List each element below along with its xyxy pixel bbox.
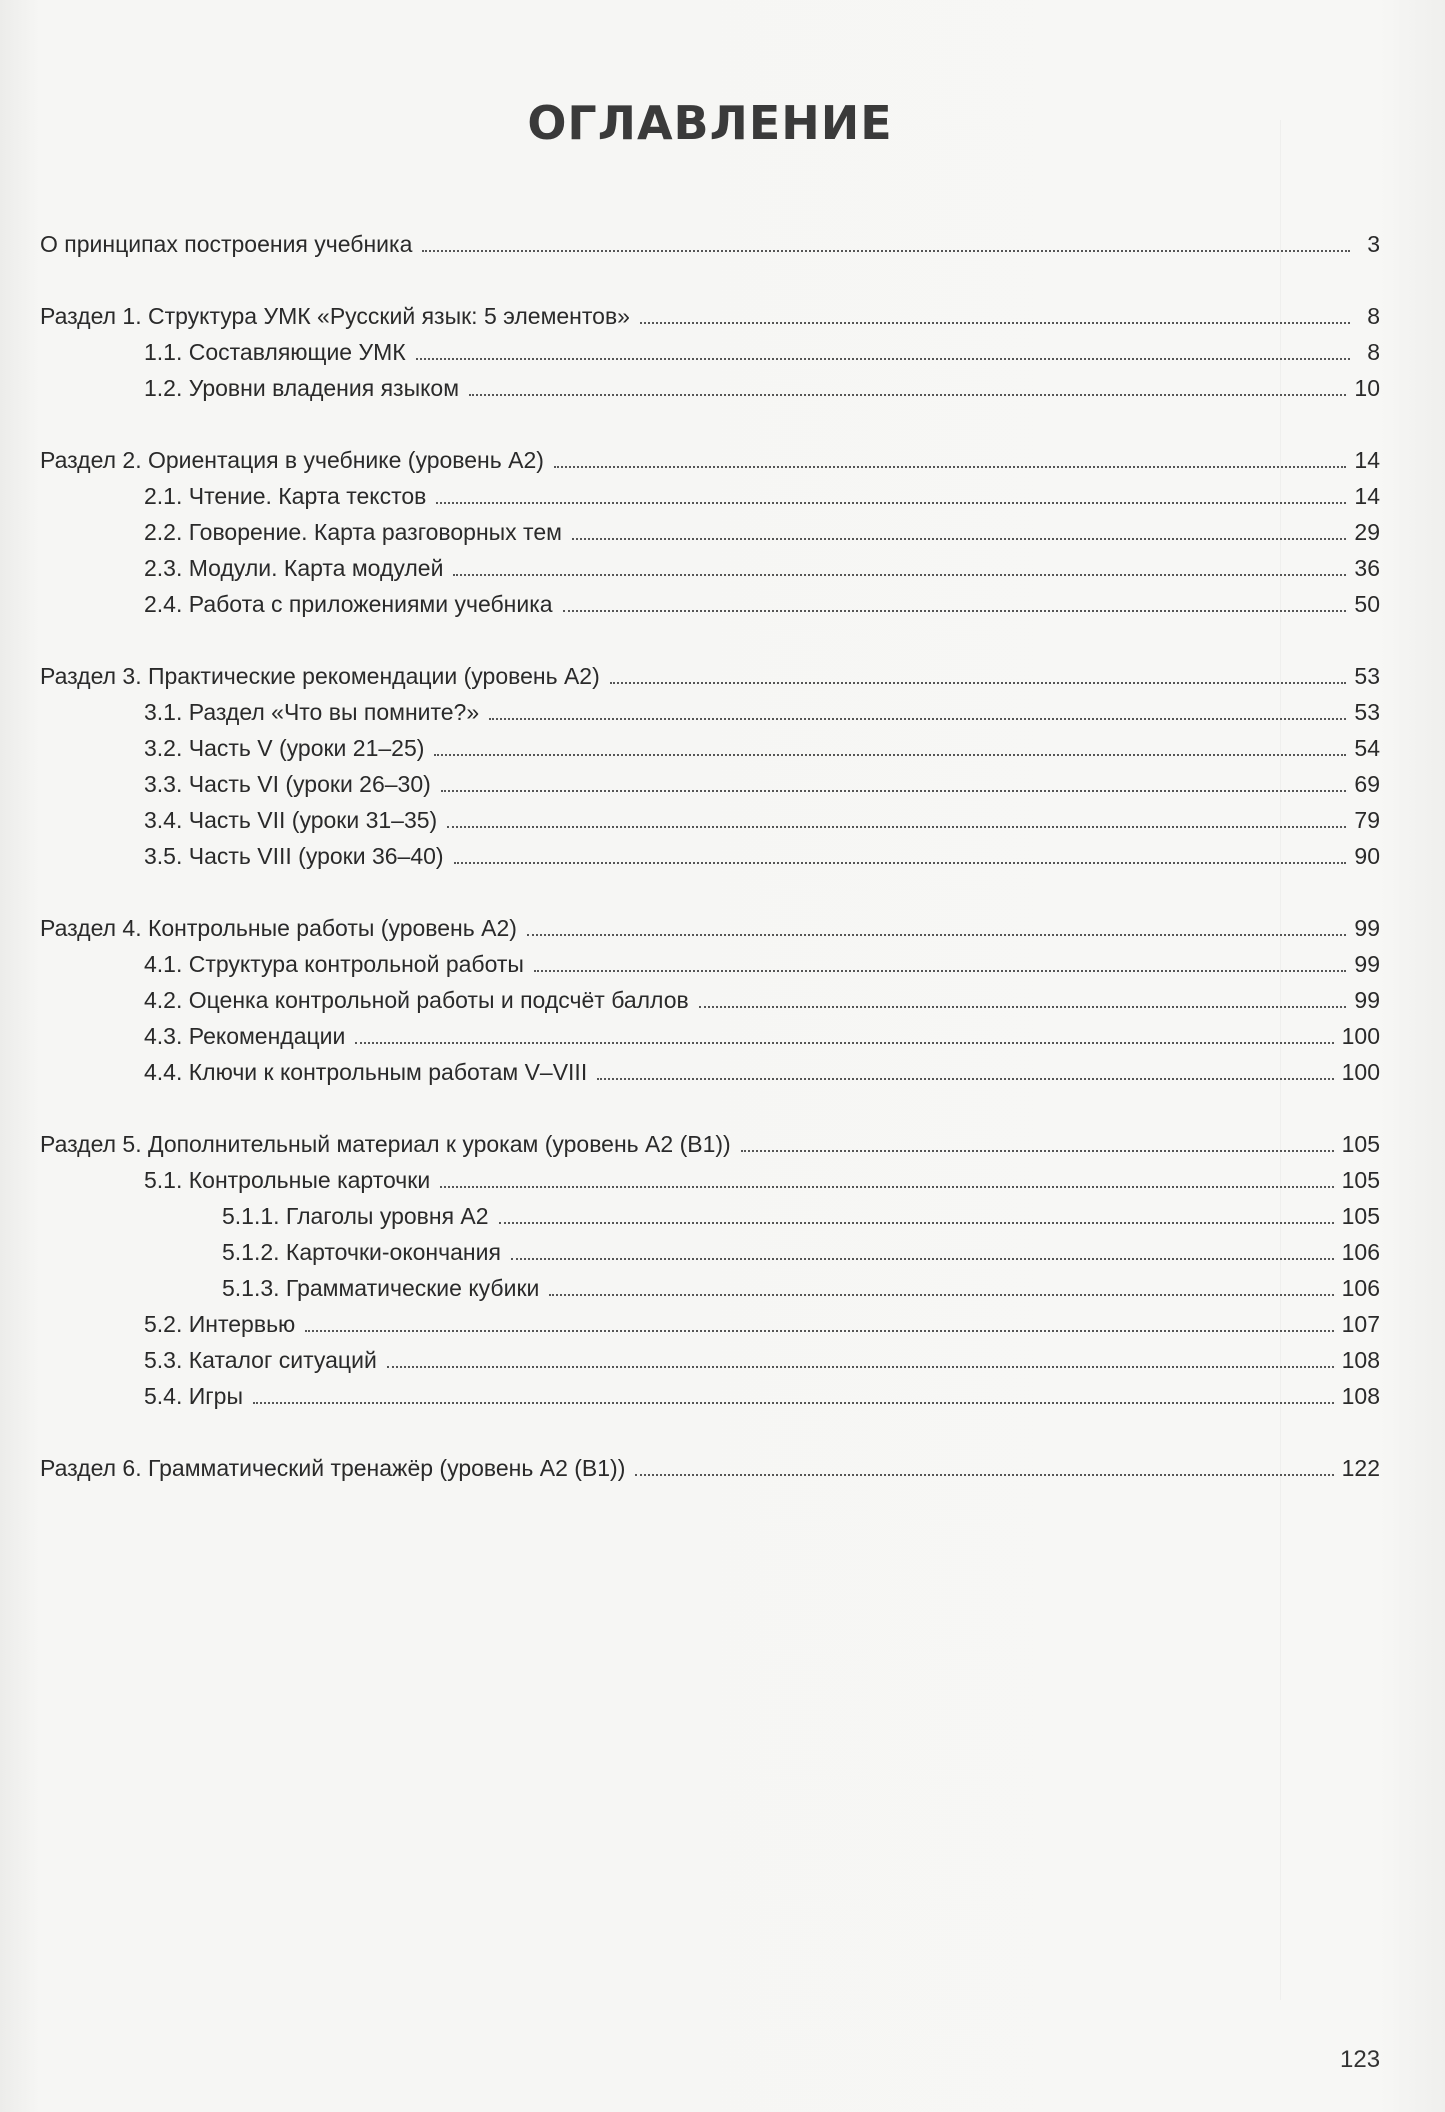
toc-entry-title: 3.5. Часть VIII (уроки 36–40) (144, 843, 444, 869)
dot-leader (534, 969, 1346, 972)
table-of-contents (40, 226, 1380, 1522)
toc-group (40, 1126, 1380, 1414)
dot-leader (453, 573, 1346, 576)
toc-entry (40, 442, 1380, 478)
toc-entry-page: 107 (1341, 1311, 1380, 1337)
toc-entry (40, 586, 1380, 622)
dot-leader (610, 681, 1347, 684)
toc-entry (40, 694, 1380, 730)
toc-entry (40, 550, 1380, 586)
toc-entry (40, 1342, 1380, 1378)
toc-entry-page: 106 (1341, 1275, 1380, 1301)
dot-leader (416, 357, 1350, 360)
toc-entry-page: 99 (1354, 987, 1380, 1013)
toc-entry-title: 5.2. Интервью (144, 1311, 296, 1337)
toc-entry (40, 334, 1380, 370)
toc-entry-page: 99 (1354, 915, 1380, 941)
toc-entry-title: 3.1. Раздел «Что вы помните?» (144, 699, 480, 725)
toc-entry-title: Раздел 5. Дополнительный материал к урокам (уровень А2 (В1)) (40, 1131, 731, 1157)
toc-entry (40, 1234, 1380, 1270)
toc-entry (40, 658, 1380, 694)
toc-entry-title: 5.1.2. Карточки-окончания (222, 1239, 501, 1265)
dot-leader (441, 789, 1347, 792)
dot-leader (741, 1149, 1334, 1152)
toc-entry-title: Раздел 4. Контрольные работы (уровень А2) (40, 915, 517, 941)
toc-entry-page: 108 (1341, 1383, 1380, 1409)
toc-entry-page: 8 (1367, 303, 1380, 329)
page-number: 123 (1340, 2046, 1381, 2073)
dot-leader (447, 825, 1346, 828)
toc-entry (40, 1306, 1380, 1342)
toc-entry (40, 838, 1380, 874)
dot-leader (253, 1401, 1334, 1404)
toc-entry (40, 370, 1380, 406)
toc-entry (40, 946, 1380, 982)
dot-leader (469, 393, 1346, 396)
toc-entry-title: 5.1. Контрольные карточки (144, 1167, 431, 1193)
dot-leader (572, 537, 1346, 540)
toc-entry (40, 226, 1380, 262)
toc-entry-title: 2.3. Модули. Карта модулей (144, 555, 444, 581)
toc-entry-page: 106 (1341, 1239, 1380, 1265)
dot-leader (499, 1221, 1334, 1224)
toc-entry-page: 105 (1341, 1131, 1380, 1157)
dot-leader (597, 1077, 1333, 1080)
dot-leader (699, 1005, 1347, 1008)
toc-entry-title: 2.4. Работа с приложениями учебника (144, 591, 553, 617)
toc-entry-title: 5.1.3. Грамматические кубики (222, 1275, 540, 1301)
toc-group (40, 442, 1380, 622)
toc-entry-page: 53 (1354, 699, 1380, 725)
toc-entry (40, 1378, 1380, 1414)
toc-entry-title: 4.3. Рекомендации (144, 1023, 346, 1049)
toc-entry (40, 514, 1380, 550)
toc-entry-page: 50 (1354, 591, 1380, 617)
toc-group (40, 658, 1380, 874)
dot-leader (554, 465, 1347, 468)
toc-entry-title: Раздел 2. Ориентация в учебнике (уровень А2) (40, 447, 544, 473)
toc-entry-page: 14 (1354, 447, 1380, 473)
dot-leader (640, 321, 1350, 324)
toc-entry-title: 5.4. Игры (144, 1383, 243, 1409)
dot-leader (635, 1473, 1333, 1476)
toc-entry (40, 1162, 1380, 1198)
dot-leader (489, 717, 1346, 720)
toc-entry-page: 54 (1354, 735, 1380, 761)
dot-leader (305, 1329, 1333, 1332)
toc-entry-page: 100 (1341, 1059, 1380, 1085)
toc-entry-page: 90 (1354, 843, 1380, 869)
toc-entry-title: 5.3. Каталог ситуаций (144, 1347, 377, 1373)
dot-leader (549, 1293, 1333, 1296)
toc-entry-page: 29 (1354, 519, 1380, 545)
toc-entry (40, 1198, 1380, 1234)
toc-entry (40, 298, 1380, 334)
toc-entry-title: 1.2. Уровни владения языком (144, 375, 460, 401)
toc-group (40, 298, 1380, 406)
dot-leader (440, 1185, 1333, 1188)
dot-leader (563, 609, 1347, 612)
toc-group (40, 1450, 1380, 1486)
dot-leader (527, 933, 1347, 936)
toc-entry-page: 36 (1354, 555, 1380, 581)
toc-entry-title: 3.2. Часть V (уроки 21–25) (144, 735, 425, 761)
toc-entry-page: 105 (1341, 1167, 1380, 1193)
toc-entry-title: 5.1.1. Глаголы уровня А2 (222, 1203, 489, 1229)
toc-entry-title: 3.4. Часть VII (уроки 31–35) (144, 807, 438, 833)
toc-entry-title: 3.3. Часть VI (уроки 26–30) (144, 771, 431, 797)
toc-entry (40, 1450, 1380, 1486)
toc-entry (40, 1126, 1380, 1162)
toc-entry-title: Раздел 1. Структура УМК «Русский язык: 5 элементов» (40, 303, 630, 329)
toc-entry (40, 1270, 1380, 1306)
toc-entry (40, 802, 1380, 838)
dot-leader (387, 1365, 1334, 1368)
dot-leader (355, 1041, 1333, 1044)
toc-entry-title: 1.1. Составляющие УМК (144, 339, 406, 365)
toc-entry (40, 730, 1380, 766)
toc-group (40, 226, 1380, 262)
toc-entry-page: 8 (1367, 339, 1380, 365)
toc-entry-page: 108 (1341, 1347, 1380, 1373)
dot-leader (434, 753, 1346, 756)
toc-entry-page: 53 (1354, 663, 1380, 689)
dot-leader (436, 501, 1346, 504)
dot-leader (422, 249, 1350, 252)
toc-group (40, 910, 1380, 1090)
toc-entry-title: 4.2. Оценка контрольной работы и подсчёт баллов (144, 987, 689, 1013)
toc-entry (40, 982, 1380, 1018)
toc-entry-page: 99 (1354, 951, 1380, 977)
toc-entry-page: 105 (1341, 1203, 1380, 1229)
toc-entry-title: О принципах построения учебника (40, 231, 413, 257)
toc-entry-page: 122 (1341, 1455, 1380, 1481)
toc-entry (40, 910, 1380, 946)
toc-entry (40, 1054, 1380, 1090)
toc-entry-page: 14 (1354, 483, 1380, 509)
toc-entry (40, 1018, 1380, 1054)
toc-entry (40, 478, 1380, 514)
toc-entry-title: 2.2. Говорение. Карта разговорных тем (144, 519, 562, 545)
toc-entry-page: 69 (1354, 771, 1380, 797)
toc-entry-title: 4.1. Структура контрольной работы (144, 951, 524, 977)
page-title: ОГЛАВЛЕНИЕ (527, 96, 893, 150)
toc-entry-title: 2.1. Чтение. Карта текстов (144, 483, 427, 509)
dot-leader (454, 861, 1347, 864)
toc-entry-title: Раздел 3. Практические рекомендации (уровень А2) (40, 663, 600, 689)
dot-leader (511, 1257, 1334, 1260)
toc-entry-title: 4.4. Ключи к контрольным работам V–VIII (144, 1059, 588, 1085)
toc-entry-page: 100 (1341, 1023, 1380, 1049)
toc-entry (40, 766, 1380, 802)
toc-entry-page: 3 (1367, 231, 1380, 257)
toc-entry-title: Раздел 6. Грамматический тренажёр (уровень А2 (В1)) (40, 1455, 626, 1481)
toc-entry-page: 79 (1354, 807, 1380, 833)
toc-entry-page: 10 (1354, 375, 1380, 401)
